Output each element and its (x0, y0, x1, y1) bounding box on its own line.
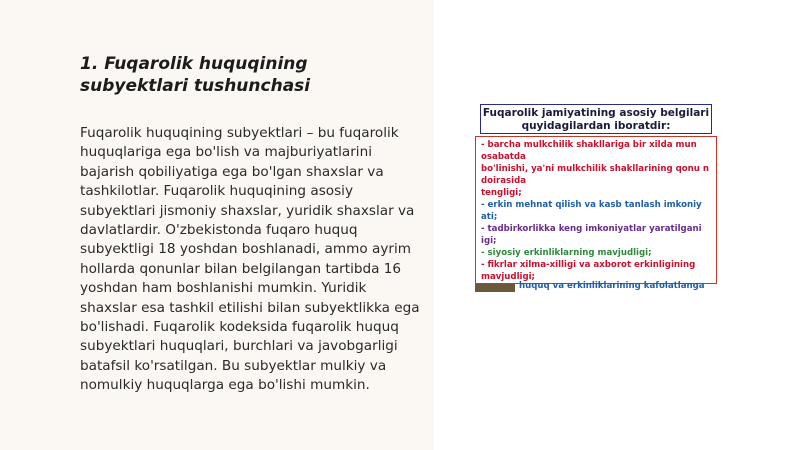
list-item: tengligi; (481, 188, 522, 198)
slide-title: 1. Fuqarolik huquqining subyektlari tushunchasi (80, 54, 311, 96)
infobox-header: Fuqarolik jamiyatining asosiy belgilari quyidagilardan iboratdir: (480, 104, 712, 134)
infobox-tail (475, 281, 717, 292)
list-item: bo'linishi, ya'ni mulkchilik shakllarining qonu n doirasida (481, 164, 710, 186)
infobox-list (475, 136, 717, 284)
tail-text: huquq va erkinliklarining kafolatlanga (519, 281, 705, 291)
list-item: - erkin mehnat qilish va kasb tanlash imkoniy ati; (481, 200, 702, 222)
list-item: - siyosiy erkinliklarning mavjudligi; (481, 248, 652, 258)
list-item: - tadbirkorlikka keng imkoniyatlar yaratilgani igi; (481, 224, 702, 246)
list-item: - barcha mulkchilik shakllariga bir xilda mun osabatda (481, 140, 697, 162)
tail-strip (475, 284, 515, 292)
slide-body-text: Fuqarolik huquqining subyektlari – bu fuqarolik huquqlariga ega bo'lish va majburiyatlarini bajarish qobiliyatiga ega bo'lgan shaxslar va tashkilotlar. Fuqarolik huquqining asosiy subyektlari jismoniy shaxslar, yuridik shaxslar va davlatlardir. O'zbekistonda fuqaro huquq subyektligi 18 yoshdan boshlanadi, ammo ayrim hollarda qonunlar bilan belgilangan tartibda 16 yoshdan ham boshlanishi mumkin. Yuridik shaxslar esa tashkil etilishi bilan subyektlikka ega bo'lishadi. Fuqarolik kodeksida fuqarolik huquq subyektlari huquqlari, burchlari va javobgarligi batafsil ko'rsatilgan. Bu subyektlar mulkiy va nomulkiy huquqlarga ega bo'lishi mumkin. (80, 125, 420, 394)
list-item: - fikrlar xilma-xilligi va axborot erkinligining mavjudligi; (481, 260, 696, 282)
infobox-image (475, 104, 717, 291)
